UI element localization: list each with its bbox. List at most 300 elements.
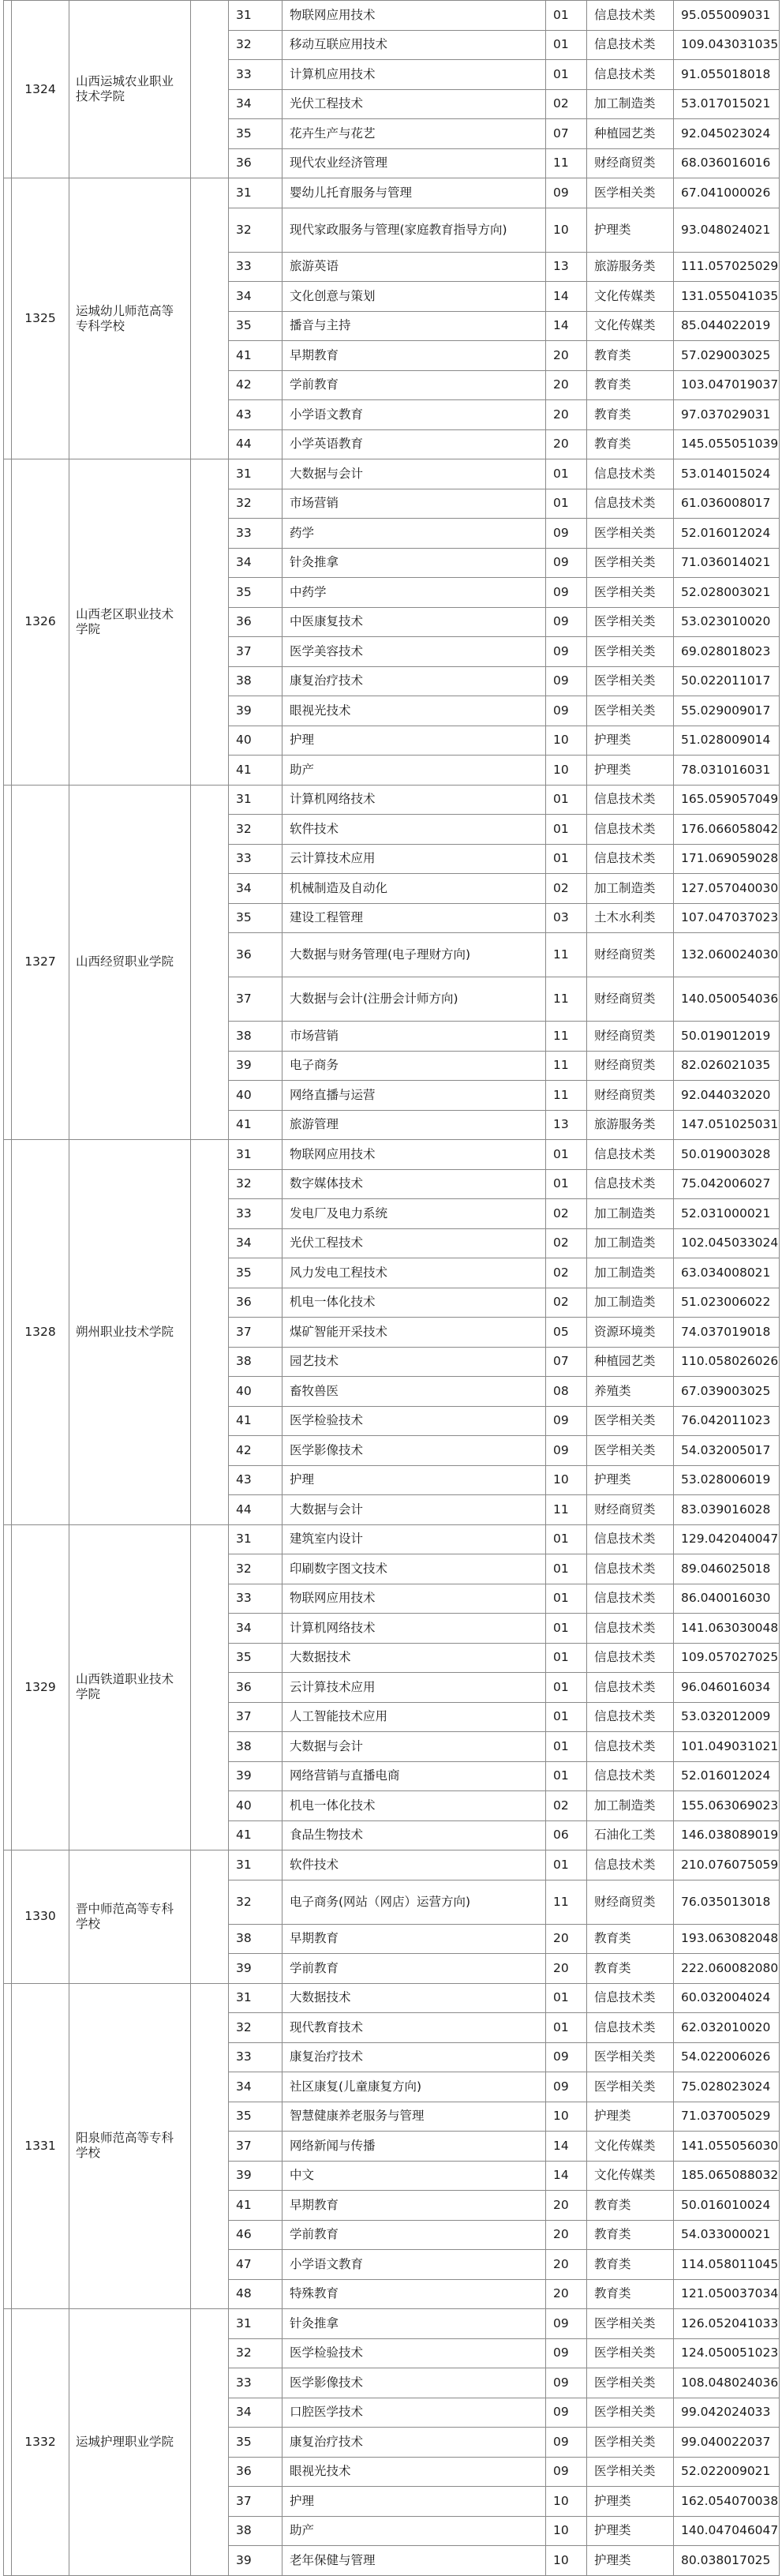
score-value: 71.037005029 xyxy=(674,2102,780,2132)
score-value: 146.038089019 xyxy=(674,1820,780,1850)
score-value: 54.033000021 xyxy=(674,2220,780,2250)
table-row xyxy=(4,1,780,31)
major-number: 36 xyxy=(229,933,282,977)
score-value: 52.031000021 xyxy=(674,1199,780,1229)
category-name: 教育类 xyxy=(587,2191,674,2221)
major-name: 现代教育技术 xyxy=(282,2013,546,2043)
major-name: 大数据与财务管理(电子理财方向) xyxy=(282,933,546,977)
major-name: 园艺技术 xyxy=(282,1347,546,1377)
category-code: 09 xyxy=(546,696,587,726)
score-value: 52.016012024 xyxy=(674,1761,780,1791)
category-code: 10 xyxy=(546,756,587,786)
category-code: 01 xyxy=(546,30,587,60)
category-code: 10 xyxy=(546,2487,587,2517)
major-name: 现代家政服务与管理(家庭教育指导方向) xyxy=(282,208,546,252)
major-number: 41 xyxy=(229,2191,282,2221)
school-code: 1326 xyxy=(12,459,69,786)
category-name: 加工制造类 xyxy=(587,1791,674,1821)
score-value: 61.036008017 xyxy=(674,489,780,519)
major-number: 31 xyxy=(229,178,282,208)
score-value: 155.063069023 xyxy=(674,1791,780,1821)
score-value: 93.048024021 xyxy=(674,208,780,252)
score-value: 107.047037023 xyxy=(674,903,780,933)
category-name: 信息技术类 xyxy=(587,1169,674,1199)
score-value: 147.051025031 xyxy=(674,1110,780,1140)
major-number: 33 xyxy=(229,60,282,90)
score-value: 51.023006022 xyxy=(674,1288,780,1318)
major-name: 食品生物技术 xyxy=(282,1820,546,1850)
major-number: 36 xyxy=(229,1673,282,1703)
category-name: 医学相关类 xyxy=(587,178,674,208)
major-number: 33 xyxy=(229,1199,282,1229)
major-number: 35 xyxy=(229,1258,282,1288)
category-code: 09 xyxy=(546,2368,587,2398)
table-row xyxy=(4,785,780,815)
major-name: 医学检验技术 xyxy=(282,1406,546,1436)
category-name: 医学相关类 xyxy=(587,1436,674,1466)
school-name: 运城幼儿师范高等专科学校 xyxy=(69,178,191,459)
major-name: 医学影像技术 xyxy=(282,1436,546,1466)
category-name: 医学相关类 xyxy=(587,2398,674,2428)
gap-cell xyxy=(4,178,12,459)
table-row xyxy=(4,459,780,489)
major-number: 38 xyxy=(229,666,282,696)
category-code: 11 xyxy=(546,977,587,1022)
major-name: 康复治疗技术 xyxy=(282,2042,546,2072)
score-value: 52.016012024 xyxy=(674,519,780,549)
major-name: 智慧健康养老服务与管理 xyxy=(282,2102,546,2132)
category-name: 护理类 xyxy=(587,756,674,786)
category-name: 文化传媒类 xyxy=(587,311,674,341)
score-value: 171.069059028 xyxy=(674,844,780,874)
score-value: 129.042040047 xyxy=(674,1524,780,1554)
score-value: 74.037019018 xyxy=(674,1318,780,1348)
major-name: 数字媒体技术 xyxy=(282,1169,546,1199)
category-name: 信息技术类 xyxy=(587,60,674,90)
category-name: 信息技术类 xyxy=(587,1643,674,1673)
category-code: 01 xyxy=(546,459,587,489)
category-name: 医学相关类 xyxy=(587,548,674,578)
major-number: 35 xyxy=(229,119,282,149)
major-name: 眼视光技术 xyxy=(282,2457,546,2487)
category-code: 01 xyxy=(546,1554,587,1584)
score-value: 185.065088032 xyxy=(674,2161,780,2191)
major-number: 36 xyxy=(229,2457,282,2487)
major-number: 33 xyxy=(229,2042,282,2072)
category-code: 01 xyxy=(546,489,587,519)
score-value: 68.036016016 xyxy=(674,148,780,178)
major-name: 电子商务(网站（网店）运营方向) xyxy=(282,1880,546,1924)
score-value: 140.047046047 xyxy=(674,2516,780,2546)
major-name: 文化创意与策划 xyxy=(282,282,546,312)
major-name: 助产 xyxy=(282,2516,546,2546)
score-value: 50.019012019 xyxy=(674,1022,780,1052)
major-name: 早期教育 xyxy=(282,1924,546,1954)
major-number: 32 xyxy=(229,30,282,60)
major-number: 35 xyxy=(229,2102,282,2132)
category-name: 财经商贸类 xyxy=(587,977,674,1022)
category-code: 09 xyxy=(546,2309,587,2339)
category-name: 信息技术类 xyxy=(587,1554,674,1584)
major-name: 医学检验技术 xyxy=(282,2338,546,2368)
score-value: 69.028018023 xyxy=(674,637,780,667)
category-name: 加工制造类 xyxy=(587,874,674,904)
major-name: 播音与主持 xyxy=(282,311,546,341)
category-name: 财经商贸类 xyxy=(587,933,674,977)
major-number: 33 xyxy=(229,2368,282,2398)
category-code: 09 xyxy=(546,178,587,208)
major-name: 花卉生产与花艺 xyxy=(282,119,546,149)
major-name: 小学语文教育 xyxy=(282,400,546,430)
major-name: 护理 xyxy=(282,1465,546,1495)
category-name: 信息技术类 xyxy=(587,459,674,489)
major-number: 31 xyxy=(229,1140,282,1170)
major-number: 34 xyxy=(229,874,282,904)
score-value: 52.028003021 xyxy=(674,578,780,608)
score-value: 103.047019037 xyxy=(674,370,780,400)
score-value: 54.032005017 xyxy=(674,1436,780,1466)
major-number: 33 xyxy=(229,252,282,282)
gap-cell xyxy=(191,1983,229,2309)
score-value: 52.022009021 xyxy=(674,2457,780,2487)
category-name: 信息技术类 xyxy=(587,1761,674,1791)
admission-scores-table xyxy=(3,0,780,2576)
category-code: 09 xyxy=(546,666,587,696)
category-name: 教育类 xyxy=(587,1924,674,1954)
score-value: 131.055041035 xyxy=(674,282,780,312)
score-value: 165.059057049 xyxy=(674,785,780,815)
category-code: 02 xyxy=(546,89,587,119)
category-code: 01 xyxy=(546,1732,587,1762)
gap-cell xyxy=(191,1,229,178)
score-value: 67.041000026 xyxy=(674,178,780,208)
score-value: 141.055056030 xyxy=(674,2132,780,2162)
score-value: 51.028009014 xyxy=(674,726,780,756)
major-number: 34 xyxy=(229,1228,282,1258)
major-number: 39 xyxy=(229,1954,282,1984)
major-number: 31 xyxy=(229,1983,282,2013)
score-value: 71.036014021 xyxy=(674,548,780,578)
category-name: 加工制造类 xyxy=(587,1258,674,1288)
category-name: 信息技术类 xyxy=(587,1983,674,2013)
gap-cell xyxy=(4,1524,12,1850)
major-number: 34 xyxy=(229,1614,282,1644)
table-row xyxy=(4,2309,780,2339)
category-name: 医学相关类 xyxy=(587,2457,674,2487)
major-number: 31 xyxy=(229,1,282,31)
category-name: 医学相关类 xyxy=(587,666,674,696)
score-value: 124.050051023 xyxy=(674,2338,780,2368)
major-name: 发电厂及电力系统 xyxy=(282,1199,546,1229)
category-code: 09 xyxy=(546,2072,587,2102)
category-name: 信息技术类 xyxy=(587,1140,674,1170)
category-code: 07 xyxy=(546,119,587,149)
major-number: 32 xyxy=(229,815,282,845)
major-name: 印刷数字图文技术 xyxy=(282,1554,546,1584)
major-name: 老年保健与管理 xyxy=(282,2546,546,2576)
category-name: 加工制造类 xyxy=(587,1228,674,1258)
major-name: 眼视光技术 xyxy=(282,696,546,726)
category-code: 11 xyxy=(546,933,587,977)
category-code: 09 xyxy=(546,2428,587,2458)
gap-cell xyxy=(191,785,229,1140)
score-value: 121.050037034 xyxy=(674,2279,780,2309)
major-number: 38 xyxy=(229,2516,282,2546)
score-value: 60.032004024 xyxy=(674,1983,780,2013)
score-value: 53.017015021 xyxy=(674,89,780,119)
score-value: 91.055018018 xyxy=(674,60,780,90)
major-number: 40 xyxy=(229,726,282,756)
category-code: 09 xyxy=(546,607,587,637)
score-value: 101.049031021 xyxy=(674,1732,780,1762)
category-code: 20 xyxy=(546,2279,587,2309)
score-value: 55.029009017 xyxy=(674,696,780,726)
gap-cell xyxy=(4,1,12,178)
major-name: 机械制造及自动化 xyxy=(282,874,546,904)
major-number: 42 xyxy=(229,1436,282,1466)
major-number: 38 xyxy=(229,1347,282,1377)
school-code: 1332 xyxy=(12,2309,69,2576)
school-code: 1328 xyxy=(12,1140,69,1525)
category-code: 10 xyxy=(546,726,587,756)
category-name: 养殖类 xyxy=(587,1377,674,1407)
category-code: 20 xyxy=(546,2220,587,2250)
category-code: 11 xyxy=(546,1051,587,1081)
category-code: 09 xyxy=(546,2042,587,2072)
category-code: 02 xyxy=(546,874,587,904)
school-code: 1324 xyxy=(12,1,69,178)
score-value: 57.029003025 xyxy=(674,341,780,371)
category-code: 20 xyxy=(546,1954,587,1984)
score-value: 53.032012009 xyxy=(674,1702,780,1732)
major-name: 医学影像技术 xyxy=(282,2368,546,2398)
school-name: 山西运城农业职业技术学院 xyxy=(69,1,191,178)
category-name: 文化传媒类 xyxy=(587,282,674,312)
score-value: 99.040022037 xyxy=(674,2428,780,2458)
score-value: 80.038017025 xyxy=(674,2546,780,2576)
category-name: 医学相关类 xyxy=(587,2072,674,2102)
category-code: 01 xyxy=(546,2013,587,2043)
score-value: 222.060082080 xyxy=(674,1954,780,1984)
major-number: 47 xyxy=(229,2250,282,2280)
major-name: 大数据与会计(注册会计师方向) xyxy=(282,977,546,1022)
category-name: 医学相关类 xyxy=(587,1406,674,1436)
category-name: 护理类 xyxy=(587,208,674,252)
category-code: 09 xyxy=(546,637,587,667)
category-name: 信息技术类 xyxy=(587,1614,674,1644)
major-name: 建设工程管理 xyxy=(282,903,546,933)
major-number: 33 xyxy=(229,844,282,874)
category-name: 资源环境类 xyxy=(587,1318,674,1348)
category-name: 教育类 xyxy=(587,370,674,400)
category-code: 11 xyxy=(546,1081,587,1111)
category-name: 医学相关类 xyxy=(587,2338,674,2368)
score-value: 76.042011023 xyxy=(674,1406,780,1436)
category-code: 09 xyxy=(546,578,587,608)
category-code: 01 xyxy=(546,1643,587,1673)
category-code: 14 xyxy=(546,282,587,312)
category-name: 信息技术类 xyxy=(587,2013,674,2043)
major-name: 护理 xyxy=(282,726,546,756)
gap-cell xyxy=(4,2309,12,2576)
major-name: 康复治疗技术 xyxy=(282,666,546,696)
category-name: 种植园艺类 xyxy=(587,1347,674,1377)
gap-cell xyxy=(191,178,229,459)
score-value: 96.046016034 xyxy=(674,1673,780,1703)
category-code: 01 xyxy=(546,1169,587,1199)
school-code: 1330 xyxy=(12,1850,69,1984)
category-code: 01 xyxy=(546,1140,587,1170)
category-name: 信息技术类 xyxy=(587,489,674,519)
major-number: 32 xyxy=(229,489,282,519)
score-value: 53.014015024 xyxy=(674,459,780,489)
score-value: 89.046025018 xyxy=(674,1554,780,1584)
category-name: 信息技术类 xyxy=(587,815,674,845)
category-code: 10 xyxy=(546,2546,587,2576)
score-value: 102.045033024 xyxy=(674,1228,780,1258)
table-row xyxy=(4,178,780,208)
category-name: 教育类 xyxy=(587,1954,674,1984)
major-number: 31 xyxy=(229,785,282,815)
major-number: 44 xyxy=(229,1495,282,1525)
score-value: 127.057040030 xyxy=(674,874,780,904)
category-code: 10 xyxy=(546,208,587,252)
category-name: 医学相关类 xyxy=(587,2309,674,2339)
category-code: 11 xyxy=(546,1022,587,1052)
category-name: 信息技术类 xyxy=(587,1673,674,1703)
category-name: 信息技术类 xyxy=(587,844,674,874)
category-code: 05 xyxy=(546,1318,587,1348)
major-name: 电子商务 xyxy=(282,1051,546,1081)
category-name: 医学相关类 xyxy=(587,607,674,637)
major-name: 计算机网络技术 xyxy=(282,1614,546,1644)
score-value: 108.048024036 xyxy=(674,2368,780,2398)
major-name: 畜牧兽医 xyxy=(282,1377,546,1407)
category-code: 06 xyxy=(546,1820,587,1850)
category-name: 旅游服务类 xyxy=(587,1110,674,1140)
category-code: 20 xyxy=(546,2250,587,2280)
category-code: 01 xyxy=(546,1702,587,1732)
major-name: 小学英语教育 xyxy=(282,429,546,459)
score-value: 86.040016030 xyxy=(674,1584,780,1614)
major-number: 32 xyxy=(229,2338,282,2368)
category-code: 11 xyxy=(546,1495,587,1525)
major-number: 35 xyxy=(229,578,282,608)
category-name: 医学相关类 xyxy=(587,2428,674,2458)
category-name: 信息技术类 xyxy=(587,1584,674,1614)
major-name: 机电一体化技术 xyxy=(282,1791,546,1821)
category-code: 07 xyxy=(546,1347,587,1377)
major-number: 32 xyxy=(229,1554,282,1584)
score-value: 85.044022019 xyxy=(674,311,780,341)
major-number: 40 xyxy=(229,1791,282,1821)
major-name: 针灸推拿 xyxy=(282,2309,546,2339)
category-name: 医学相关类 xyxy=(587,578,674,608)
category-code: 09 xyxy=(546,2398,587,2428)
score-value: 97.037029031 xyxy=(674,400,780,430)
major-number: 39 xyxy=(229,2546,282,2576)
major-number: 35 xyxy=(229,2428,282,2458)
category-name: 医学相关类 xyxy=(587,2368,674,2398)
category-code: 01 xyxy=(546,1524,587,1554)
score-value: 92.044032020 xyxy=(674,1081,780,1111)
major-number: 40 xyxy=(229,1081,282,1111)
major-name: 学前教育 xyxy=(282,2220,546,2250)
major-name: 软件技术 xyxy=(282,1850,546,1880)
major-name: 小学语文教育 xyxy=(282,2250,546,2280)
category-code: 14 xyxy=(546,2132,587,2162)
category-name: 医学相关类 xyxy=(587,2042,674,2072)
major-number: 31 xyxy=(229,2309,282,2339)
category-name: 医学相关类 xyxy=(587,519,674,549)
major-name: 婴幼儿托育服务与管理 xyxy=(282,178,546,208)
score-value: 50.016010024 xyxy=(674,2191,780,2221)
category-code: 10 xyxy=(546,2102,587,2132)
category-code: 01 xyxy=(546,60,587,90)
major-number: 39 xyxy=(229,696,282,726)
major-number: 31 xyxy=(229,1850,282,1880)
major-number: 36 xyxy=(229,607,282,637)
category-name: 信息技术类 xyxy=(587,1,674,31)
category-name: 种植园艺类 xyxy=(587,119,674,149)
major-number: 38 xyxy=(229,1022,282,1052)
category-name: 护理类 xyxy=(587,2546,674,2576)
category-name: 石油化工类 xyxy=(587,1820,674,1850)
major-number: 41 xyxy=(229,756,282,786)
major-number: 38 xyxy=(229,1732,282,1762)
score-value: 63.034008021 xyxy=(674,1258,780,1288)
category-name: 加工制造类 xyxy=(587,1288,674,1318)
category-code: 02 xyxy=(546,1791,587,1821)
category-code: 09 xyxy=(546,1436,587,1466)
major-name: 云计算技术应用 xyxy=(282,1673,546,1703)
category-name: 文化传媒类 xyxy=(587,2161,674,2191)
score-value: 193.063082048 xyxy=(674,1924,780,1954)
score-value: 145.055051039 xyxy=(674,429,780,459)
category-name: 文化传媒类 xyxy=(587,2132,674,2162)
category-name: 土木水利类 xyxy=(587,903,674,933)
score-value: 82.026021035 xyxy=(674,1051,780,1081)
major-name: 中药学 xyxy=(282,578,546,608)
major-number: 44 xyxy=(229,429,282,459)
major-number: 36 xyxy=(229,1288,282,1318)
category-name: 信息技术类 xyxy=(587,1732,674,1762)
major-name: 人工智能技术应用 xyxy=(282,1702,546,1732)
major-name: 康复治疗技术 xyxy=(282,2428,546,2458)
score-value: 50.019003028 xyxy=(674,1140,780,1170)
major-name: 网络直播与运营 xyxy=(282,1081,546,1111)
score-value: 83.039016028 xyxy=(674,1495,780,1525)
category-code: 01 xyxy=(546,1673,587,1703)
major-name: 中文 xyxy=(282,2161,546,2191)
category-name: 护理类 xyxy=(587,2487,674,2517)
major-name: 建筑室内设计 xyxy=(282,1524,546,1554)
category-name: 教育类 xyxy=(587,400,674,430)
category-code: 20 xyxy=(546,429,587,459)
major-number: 37 xyxy=(229,637,282,667)
category-code: 09 xyxy=(546,2338,587,2368)
score-value: 62.032010020 xyxy=(674,2013,780,2043)
score-value: 110.058026026 xyxy=(674,1347,780,1377)
category-code: 10 xyxy=(546,2516,587,2546)
category-name: 教育类 xyxy=(587,2250,674,2280)
major-name: 网络新闻与传播 xyxy=(282,2132,546,2162)
major-number: 43 xyxy=(229,400,282,430)
major-name: 特殊教育 xyxy=(282,2279,546,2309)
category-code: 02 xyxy=(546,1288,587,1318)
category-code: 01 xyxy=(546,1584,587,1614)
category-code: 02 xyxy=(546,1258,587,1288)
